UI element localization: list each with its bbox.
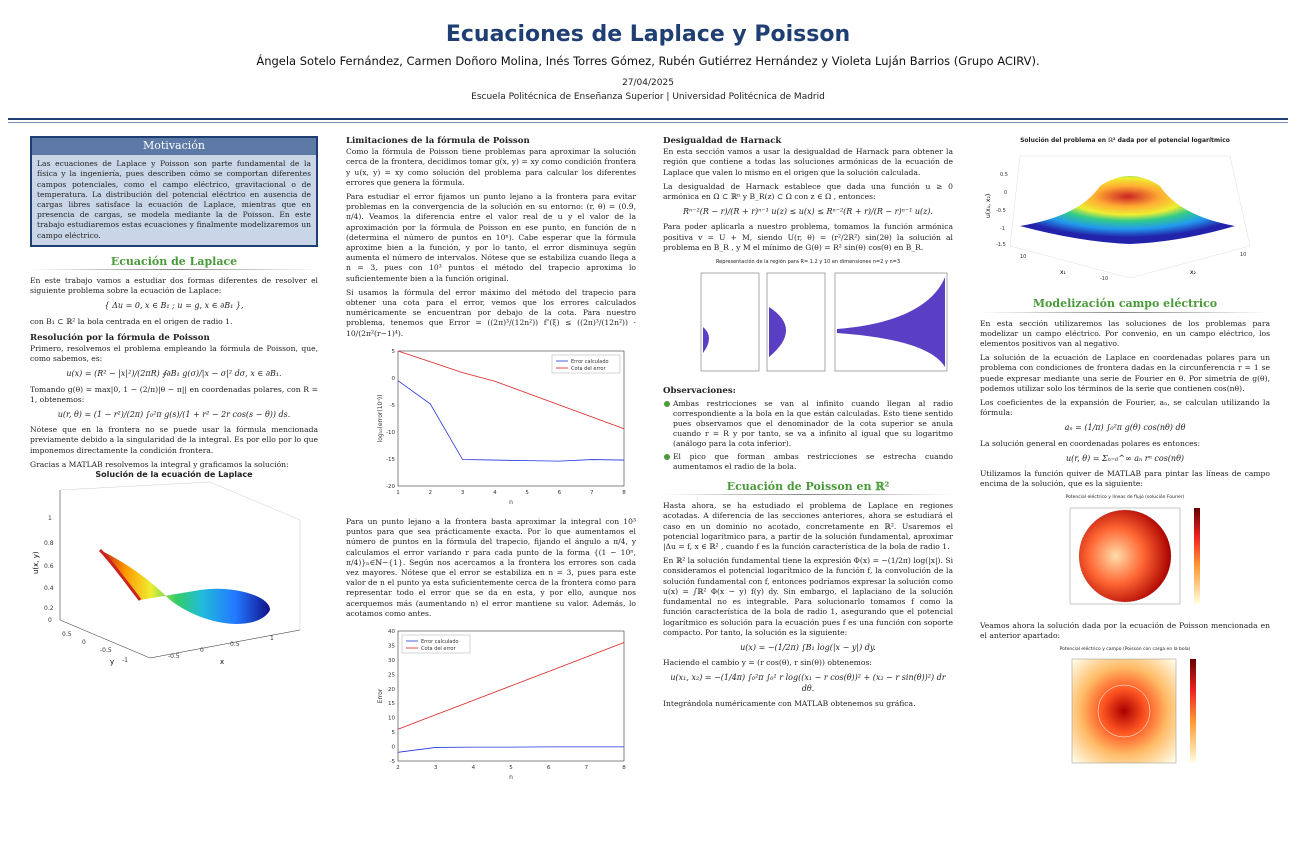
laplace-system-equation: { Δu = 0, x ∈ B₁ ; u = g, x ∈ ∂B₁ }, (104, 301, 244, 311)
fourier-field-plot (980, 504, 1270, 612)
y-axis-label: Error (377, 688, 384, 704)
harnack-p2: La desigualdad de Harnack establece que dada una función u ≥ 0 armónica en Ω ⊂ ℝⁿ y B_R(z) ⊂ Ω con z ∈ Ω , entonces: (663, 181, 953, 202)
svg-text:0.4: 0.4 (44, 585, 54, 593)
harnack-panel-3 (835, 273, 947, 371)
svg-text:0.6: 0.6 (44, 563, 54, 571)
y-tick-label: 25 (388, 672, 395, 679)
svg-text:10: 10 (1020, 254, 1027, 261)
poster-date: 27/04/2025 (622, 78, 674, 88)
limitations-p2: Para estudiar el error fijamos un punto lejano a la frontera para evitar problemas en la convergencia de la solución en su entorno: (r, θ) = (0.9, π/4). Veamos la diferencia entre el valor real de u y el valor de la aproximación por la fórmula de Poisson en ese punto, en función de n (determina el número de puntos en 10ⁿ). Cabe esperar que la fórmula aproxime bien a la función, y por lo tanto, el error disminuya según aumenta el número de intervalos. Nótese que se estabiliza cuando llega a n = 3, pues con 10³ puntos el método del trapecio aproxima lo suficientemente bien a la función original. (346, 192, 636, 283)
harnack-panel-1 (701, 273, 759, 371)
poisson-field-plot (980, 655, 1270, 767)
legend-entry: Error calculado (571, 358, 609, 365)
section-divider (663, 494, 953, 495)
svg-text:0: 0 (48, 617, 52, 625)
x-tick-label: 3 (433, 765, 438, 772)
x-tick-label: 7 (584, 765, 589, 772)
field-p2: La solución de la ecuación de Laplace en coordenadas polares para un problema con condiciones de frontera dadas en la circunferencia r = 1 se puede expresar mediante una serie de Fourier en θ. Por simetría de g(θ), podemos utilizar solo los términos de la serie que contienen cos(nθ). (980, 353, 1270, 393)
poisson-field-figure-title: Potencial eléctrico y campo (Poisson con carga en la bola) (1059, 647, 1191, 653)
laplace-intro: En este trabajo vamos a estudiar dos formas diferentes de resolver el siguiente problema sobre la ecuación de Laplace: (30, 276, 318, 296)
y-tick-label: -10 (386, 429, 395, 436)
x-tick-label: 1 (396, 489, 400, 496)
harnack-figure-title: Representación de la región para R= 1.2 y 10 en dimensiones n=2 y n=3 (715, 259, 901, 266)
svg-text:-10: -10 (1100, 276, 1109, 283)
fourier-colorbar (1194, 508, 1200, 604)
field-p6: Veamos ahora la solución dada por la ecuación de Poisson mencionada en el anterior apartado: (980, 620, 1270, 641)
svg-text:-1: -1 (1000, 226, 1005, 233)
y-tick-label: -20 (386, 483, 395, 490)
section-divider (30, 269, 318, 270)
svg-text:-0.5: -0.5 (100, 647, 112, 655)
x-tick-label: 6 (546, 765, 551, 772)
column-4 (980, 136, 1270, 771)
y-tick-label: -15 (386, 456, 395, 463)
x-tick-label: 2 (396, 765, 400, 772)
y-tick-label: 5 (391, 730, 395, 737)
observation-item: El pico que forman ambas restricciones se estrecha cuando aumentamos el radio de la bola. (673, 451, 953, 471)
poisson-formula-subtitle: Resolución por la fórmula de Poisson (30, 332, 210, 343)
x-tick-label: 4 (493, 489, 497, 496)
x-tick-label: 4 (471, 765, 476, 772)
limitations-p3: Si usamos la fórmula del error máximo del método del trapecio para obtener una cota para el error, vemos que los errores calculados numéricamente se encuentran por debajo de la cota. Para nuestro problema, tenemos que Error = ((2π)³/(12n²)) f″(ξ) ≤ ((2π)³/(12n²)) · 10/(2π²(r−1)⁴). (346, 287, 636, 338)
y-axis-label: log₁₀(error(10ⁿ)) (377, 394, 384, 443)
legend-entry: Cota del error (421, 646, 456, 653)
log-potential-figure-title: Solución del problema en ℝ² dada por el potencial logarítmico (1020, 137, 1230, 144)
svg-text:0.8: 0.8 (44, 540, 54, 548)
x-tick-label: 8 (622, 765, 626, 772)
log-potential-surface-plot (980, 146, 1270, 286)
harnack-region-plot (663, 267, 953, 377)
x-tick-label: 8 (622, 489, 626, 496)
x-tick-label: 5 (525, 489, 529, 496)
y-tick-label: -5 (389, 759, 395, 766)
harnack-p3: Para poder aplicarla a nuestro problema, tomamos la función armónica positiva v = U + M, siendo U(r, θ) = (r²/2R²) sin(2θ) la solución al problema en B_R , y M el mínimo de G(θ) = R² sin(θ) cos(θ) en B_R. (663, 222, 953, 252)
svg-text:1: 1 (48, 515, 52, 523)
y-tick-label: 20 (388, 686, 395, 693)
limitations-p1: Como la fórmula de Poisson tiene problemas para aproximar la solución cerca de la frontera, decidimos tomar g(x, y) = xy como condición frontera y u(x, y) = xy como solución del problema para calcular los diferentes errores que genera la fórmula. (346, 147, 636, 187)
observation-item: Ambas restricciones se van al infinito cuando llegan al radio correspondiente a la bola en la que están calculadas. Esto tiene sentido pues observamos que el denominador de la cota superior se anula cuando r = R y por tanto, se va a infinito al igual que su logaritmo (análogo para la cota inferior). (673, 398, 953, 449)
x-tick-label: 6 (557, 489, 562, 496)
boundary-function-text: Tomando g(θ) = max|0, 1 − (2/π)|θ − π|| en coordenadas polares, con R = 1, obtenemos: (30, 384, 318, 404)
poster-title: Ecuaciones de Laplace y Poisson (445, 22, 851, 47)
svg-text:0: 0 (200, 647, 204, 655)
error-boundary-chart (346, 623, 636, 783)
svg-text:-0.5: -0.5 (168, 653, 180, 661)
x-axis-label: n (509, 498, 513, 506)
poster-school: Escuela Politécnica de Enseñanza Superior | Universidad Politécnica de Madrid (471, 92, 825, 102)
fourier-coefficient-equation: aₙ = (1/π) ∫₀²π g(θ) cos(nθ) dθ (1064, 423, 1186, 433)
svg-text:0.5: 0.5 (230, 641, 240, 649)
poster-authors: Ángela Sotelo Fernández, Carmen Doñoro Molina, Inés Torres Gómez, Rubén Gutiérrez Hernández y Violeta Luján Barrios (Grupo ACIRV). (256, 54, 1040, 68)
poisson-formula-equation: u(x) = (R² − |x|²)/(2πR) ∮∂B₁ g(σ)/|x − σ|² dσ, x ∈ ∂B₁. (66, 369, 282, 379)
log-potential-ylabel: x₂ (1190, 269, 1196, 277)
laplace-ylabel: y (110, 658, 115, 667)
field-p5: Utilizamos la función quiver de MATLAB para pintar las líneas de campo encima de la solución, que es la siguiente: (980, 469, 1270, 489)
header-rule-thin (8, 122, 1288, 123)
legend-entry: Cota del error (571, 365, 606, 372)
observations-list (663, 399, 953, 472)
y-tick-label: 15 (388, 701, 395, 708)
y-tick-label: 10 (388, 715, 395, 722)
log-potential-zlabel: u(x₁, x₂) (985, 193, 992, 219)
y-tick-label: 5 (391, 348, 395, 355)
svg-text:0.2: 0.2 (44, 605, 54, 613)
laplace-surface-plot (30, 480, 318, 666)
svg-text:10: 10 (1240, 252, 1247, 259)
svg-text:0: 0 (1004, 190, 1008, 197)
harnack-p1: En esta sección vamos a usar la desigualdad de Harnack para obtener la región que contiene a todas las soluciones armónicas de la ecuación de Laplace que valen lo mismo en el origen que la solución calculada. (663, 147, 953, 177)
motivation-title: Motivación (32, 138, 316, 155)
x-tick-label: 2 (428, 489, 433, 496)
y-tick-label: -5 (389, 402, 395, 409)
svg-text:-1.5: -1.5 (996, 242, 1006, 249)
field-p1: En esta sección utilizaremos las soluciones de los problemas para modelizar un campo eléctrico. Por convenio, en un campo eléctrico, los elementos positivos van al negativo. (980, 318, 1270, 349)
poisson-colorbar (1190, 659, 1196, 763)
field-p3: Los coeficientes de la expansión de Fourier, aₙ, se calculan utilizando la fórmula: (980, 398, 1270, 418)
header-rule (8, 118, 1288, 120)
harnack-panel-2 (767, 273, 825, 371)
y-tick-label: 35 (388, 643, 395, 650)
y-tick-label: 0 (391, 744, 395, 751)
laplace-zlabel: u(x, y) (32, 551, 40, 575)
y-tick-label: 0 (391, 375, 395, 382)
svg-text:-1: -1 (122, 657, 128, 665)
limitations-title: Limitaciones de la fórmula de Poisson (346, 136, 530, 146)
error-log-chart (346, 343, 636, 508)
laplace-figure-title: Solución de la ecuación de Laplace (95, 470, 253, 480)
x-axis-label: n (509, 774, 513, 782)
svg-text:0.5: 0.5 (1000, 172, 1008, 179)
x-tick-label: 5 (509, 765, 513, 772)
electric-field-section-title: Modelización campo eléctrico (1032, 297, 1218, 311)
fourier-field-figure-title: Potencial eléctrico y líneas de flujo (solución Fourier) (1065, 495, 1185, 501)
laplace-section-title: Ecuación de Laplace (110, 254, 238, 268)
harnack-inequality: Rⁿ⁻²(R − r)/(R + r)ⁿ⁻¹ u(z) ≤ u(x) ≤ Rⁿ⁻²(R + r)/(R − r)ⁿ⁻¹ u(z). (683, 207, 933, 217)
poisson-formula-intro: Primero, resolvemos el problema empleando la fórmula de Poisson, que, como sabemos, es: (30, 344, 318, 364)
svg-text:0: 0 (82, 639, 86, 647)
singularity-note: Nótese que en la frontera no se puede usar la fórmula mencionada previamente debido a la singularidad de la integral. Es por ello por lo que imponemos directamente la condición frontera. (30, 425, 318, 455)
fourier-series-equation: u(r, θ) = Σₙ₌₀^∞ aₙ rⁿ cos(nθ) (1065, 453, 1185, 463)
poisson-p3: Haciendo el cambio y = (r cos(θ), r sin(θ)) obtenemos: (663, 658, 872, 668)
svg-text:1: 1 (270, 635, 274, 643)
column-3 (663, 136, 953, 713)
observations-title: Observaciones: (663, 386, 736, 397)
svg-text:0.5: 0.5 (62, 631, 72, 639)
y-tick-label: 40 (388, 629, 395, 636)
poisson-p1: Hasta ahora, se ha estudiado el problema de Laplace en regiones acotadas. A diferencia de las secciones anteriores, ahora se estudiará el caso en un dominio no acotado, concretamente en ℝ². Usaremos el potencial logarítmico para, a partir de la solución fundamental, aproximar |Δu = f, x ∈ ℝ² , cuando f es la función característica de la bola de radio 1. (663, 501, 953, 552)
poisson-solution-equation: u(x) = −(1/2π) ∫B₁ log(|x − y|) dy. (740, 642, 876, 652)
poisson-section-title: Ecuación de Poisson en ℝ² (726, 480, 890, 494)
section-divider (980, 312, 1270, 313)
legend-entry: Error calculado (421, 639, 459, 646)
svg-text:-0.5: -0.5 (996, 208, 1006, 215)
laplace-ball-note: con B₁ ⊂ ℝ² la bola centrada en el origen de radio 1. (30, 316, 233, 326)
column-1 (30, 136, 318, 669)
x-tick-label: 7 (589, 489, 594, 496)
poisson-polar-equation: u(x₁, x₂) = −(1/4π) ∫₀²π ∫₀¹ r log((x₁ − r cos(θ))² + (x₂ − r sin(θ))²) dr dθ. (670, 673, 946, 693)
log-potential-xlabel: x₁ (1060, 269, 1066, 277)
harnack-title: Desigualdad de Harnack (663, 136, 782, 146)
poisson-p4: Integrándola numéricamente con MATLAB obtenemos su gráfica. (663, 698, 916, 708)
matlab-note: Gracias a MATLAB resolvemos la integral y graficamos la solución: (30, 459, 289, 469)
laplace-xlabel: x (220, 658, 225, 667)
y-tick-label: 30 (388, 657, 395, 664)
column-2 (346, 136, 636, 786)
x-tick-label: 3 (460, 489, 465, 496)
limitations-p4: Para un punto lejano a la frontera basta aproximar la integral con 10³ puntos para que sea prácticamente exacta. Por lo que aumentamos el número de puntos en la fórmula del trapecio, fijando el ángulo a π/4, y calculamos el error variando r para cada punto de la forma {(1 − 10ⁿ, π/4)}ₙ∈ℕ−{1}. Según nos acercamos a la frontera los errores son cada vez mayores. Nótese que el error se estabiliza en n = 3, pues para este valor de n el punto ya esta suficientemente cerca de la frontera como para representar todo el error que se da en esta, y por ello, aunque nos acerquemos más (aumentando n) el error mantiene su valor. Además, lo acotamos como antes. (346, 517, 636, 618)
polar-solution-equation: u(r, θ) = (1 − r²)/(2π) ∫₀²π g(s)/(1 + r² − 2r cos(s − θ)) ds. (57, 410, 291, 420)
field-p4: La solución general en coordenadas polares es entonces: (980, 438, 1201, 448)
motivation-box (30, 136, 318, 247)
poisson-p2: En ℝ² la solución fundamental tiene la expresión Φ(x) = −(1/2π) log(|x|). Si consideramos el potencial logarítmico de la función f, la convolución de la solución fundamental con f, entonces podríamos expresar la solución como u(x) = ∫ℝ² Φ(x − y) f(y) dy. Sin embargo, el laplaciano de la solución fundamental no es integrable. Para solucionarlo tomamos f como la función característica de la bola de radio 1, asegurando que el potencial logarítmico es solución para la ecuación pues f es una función con soporte compacto. Por tanto, la solución es la siguiente: (663, 556, 953, 637)
motivation-text: Las ecuaciones de Laplace y Poisson son parte fundamental de la física y la ingeniería, pues describen cómo se comportan diferentes campos potenciales, como el campo eléctrico, gravitacional o de temperatura. La distribución del potencial eléctrico en ausencia de cargas libres satisface la ecuación de Laplace, mientras que en presencia de cargas, se modela mediante la de Poisson. En este trabajo estudiaremos estas ecuaciones y finalmente modelizaremos un campo eléctrico. (37, 159, 311, 240)
